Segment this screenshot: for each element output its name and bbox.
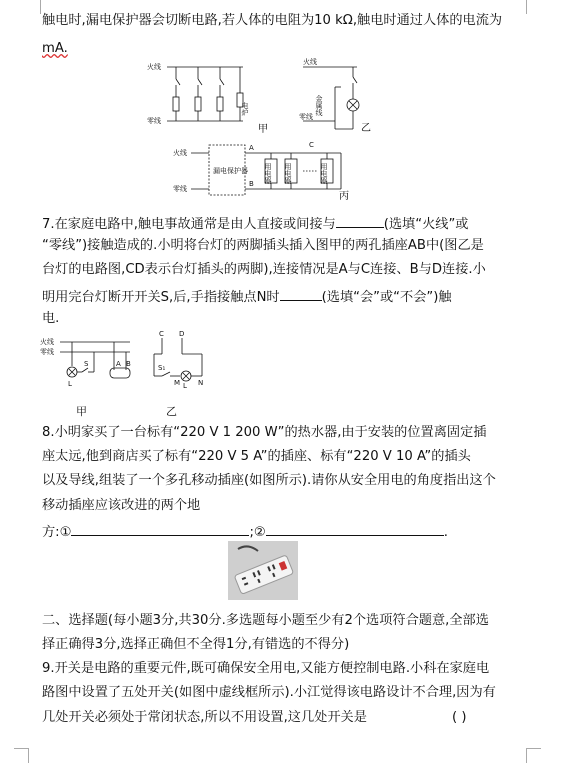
circuit-figure-2 [38, 330, 218, 390]
fig2-neutral-label: 零线 [40, 348, 54, 356]
crop-mark-bottom-left [14, 748, 29, 763]
fig1-yi-live-label: 火线 [303, 58, 317, 66]
fig1-yi-neutral-label: 零线 [299, 113, 313, 121]
fig1-stove-label: 电炉 [241, 102, 249, 116]
fig2-B-label: B [126, 360, 131, 368]
fig2-yi-L-label: L [183, 382, 187, 390]
fig2-caption-jia: 甲 [76, 405, 87, 418]
fig2-D-label: D [179, 330, 185, 338]
q8-line-2: 座太远,他到商店买了标有“220 V 5 A”的插座、标有“220 V 10 A”的插头 [42, 449, 471, 464]
fig2-S1-label: S₁ [158, 364, 166, 372]
fig1-appliance-2: 用电器 [284, 163, 292, 184]
fig2-S-label: S [84, 360, 89, 368]
fig1-A-label: A [249, 144, 254, 152]
q9-line-2: 路图中设置了五处开关(如图中虚线框所示).小江觉得该电路设计不合理,因为有 [42, 685, 496, 700]
fig1-leak-protector-label: 漏电保护器 [213, 167, 248, 175]
fig1-metal-label: 金属线 [315, 95, 323, 116]
fig1-live-label: 火线 [147, 63, 161, 71]
q9-line-3: 几处开关必须处于常闭状态,所以不用设置,这几处开关是 [42, 710, 367, 725]
fig1-B-label: B [249, 180, 254, 188]
q7-line-5: 电. [42, 311, 60, 326]
crop-mark-top-left [26, 0, 41, 14]
fig2-M-label: M [174, 379, 181, 387]
q7-line-4: 明用完台灯断开开关S,后,手指接触点N时 (选填“会”或“不会”)触 [42, 286, 452, 307]
crop-mark-top-right [526, 0, 541, 14]
fig2-A-label: A [116, 360, 121, 368]
q8-line-3: 以及导线,组装了一个多孔移动插座(如图所示).请你从安全用电的角度指出这个 [42, 473, 496, 488]
fig2-N-label: N [198, 379, 204, 387]
q6-text-line-1: 触电时,漏电保护器会切断电路,若人体的电阻为10 kΩ,触电时通过人体的电流为 [42, 13, 503, 28]
q8-line-4: 移动插座应该改进的两个地 [42, 498, 201, 513]
q8-line-5: 方:① ;② . [42, 521, 448, 542]
fig2-caption-yi: 乙 [166, 405, 177, 418]
fig1-caption-jia: 甲 [258, 124, 268, 135]
fig2-C-label: C [159, 330, 164, 338]
fig2-L-label: L [68, 380, 72, 388]
fig1-bing-neutral-label: 零线 [173, 185, 187, 193]
fig1-caption-yi: 乙 [361, 123, 371, 134]
q7-line-2: “零线”)接触造成的.小明将台灯的两脚插头插入图甲的两孔插座AB中(图乙是 [42, 238, 484, 253]
power-strip-photo [228, 541, 298, 600]
q7-line-3: 台灯的电路图,CD表示台灯插头的两脚),连接情况是A与C连接、B与D连接.小 [42, 262, 486, 277]
q8-blank-2[interactable] [266, 521, 444, 536]
section-2-line-2: 择正确得3分,选择正确但不全得1分,有错选的不得分) [42, 637, 350, 652]
section-2-line-1: 二、选择题(每小题3分,共30分.多选题每小题至少有2个选项符合题意,全部选 [42, 613, 489, 628]
fig1-C-label: C [309, 141, 314, 149]
q9-answer-paren[interactable]: ( ) [452, 710, 467, 725]
fig1-appliance-3: 用电器 [320, 163, 328, 184]
q7-line-1: 7.在家庭电路中,触电事故通常是由人直接或间接与 (选填“火线”或 [42, 213, 468, 234]
q8-line-1: 8.小明家买了一台标有“220 V 1 200 W”的热水器,由于安装的位置离固定插 [42, 425, 487, 440]
fig1-neutral-label: 零线 [147, 117, 161, 125]
fig1-appliance-1: 用电器 [264, 163, 272, 184]
q7-blank-1[interactable] [336, 213, 384, 228]
fig1-bing-live-label: 火线 [173, 149, 187, 157]
fig1-caption-bing: 丙 [339, 191, 349, 200]
circuit-figure-1 [145, 55, 385, 200]
q7-blank-2[interactable] [280, 286, 322, 301]
fig2-live-label: 火线 [40, 338, 54, 346]
q6-text-line-2: mA. [42, 41, 68, 56]
crop-mark-bottom-right [526, 748, 541, 763]
q8-blank-1[interactable] [71, 521, 249, 536]
q9-line-1: 9.开关是电路的重要元件,既可确保安全用电,又能方便控制电路.小科在家庭电 [42, 661, 490, 676]
